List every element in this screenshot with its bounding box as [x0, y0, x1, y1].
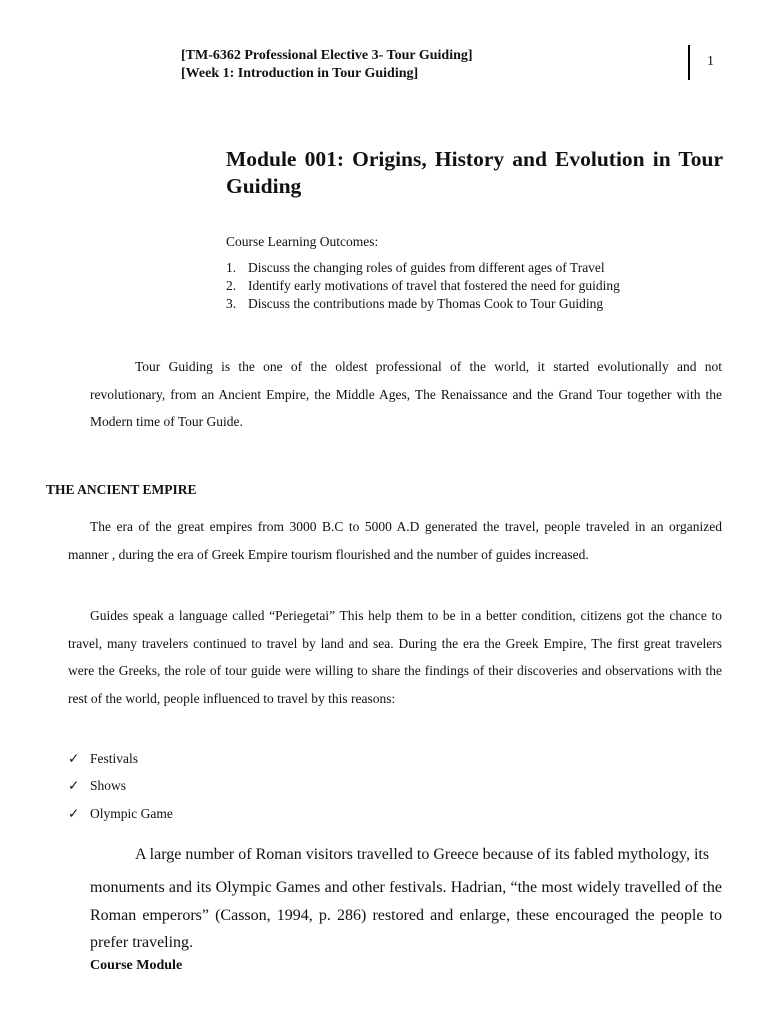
page-number: 1 — [707, 54, 714, 69]
outcome-text: Discuss the changing roles of guides from different ages of Travel — [248, 260, 605, 275]
header-course: [TM-6362 Professional Elective 3- Tour Guiding] — [181, 48, 473, 63]
outcome-item — [226, 295, 726, 313]
module-title: Module 001: Origins, History and Evolution in Tour Guiding — [226, 147, 723, 198]
outcome-item — [226, 259, 726, 277]
outcome-number: 1. — [226, 260, 237, 275]
bullet-item — [68, 806, 173, 822]
bullet-text: Festivals — [90, 751, 139, 766]
outcome-number: 3. — [226, 296, 237, 311]
outcomes-label: Course Learning Outcomes: — [226, 234, 379, 249]
check-icon: ✓ — [68, 806, 80, 821]
bullet-text: Olympic Game — [90, 806, 173, 821]
paragraph-roman — [90, 841, 722, 957]
header-divider — [688, 45, 690, 80]
bullet-text: Shows — [90, 778, 127, 793]
bullet-item — [68, 778, 126, 794]
paragraph-roman-first-line: A large number of Roman visitors travelled to Greece because of its fabled mythology, its — [135, 846, 710, 863]
intro-paragraph: Tour Guiding is the one of the oldest professional of the world, it started evolutionally and not revolutionary, from an Ancient Empire, the Middle Ages, The Renaissance and the Grand Tour together with the Modern time of Tour Guide. — [90, 359, 722, 429]
outcome-text: Identify early motivations of travel that fostered the need for guiding — [248, 278, 620, 293]
bullet-item — [68, 751, 138, 767]
outcome-text: Discuss the contributions made by Thomas Cook to Tour Guiding — [248, 296, 604, 311]
outcome-number: 2. — [226, 278, 237, 293]
outcome-item — [226, 277, 726, 295]
check-icon: ✓ — [68, 751, 80, 766]
paragraph-empires: The era of the great empires from 3000 B.C to 5000 A.D generated the travel, people traveled in an organized manner , during the era of Greek Empire tourism flourished and the number of guides increased. — [68, 519, 722, 562]
outcomes-list — [226, 259, 726, 313]
paragraph-roman-rest: monuments and its Olympic Games and other festivals. Hadrian, “the most widely travelled of the Roman emperors” (Casson, 1994, p. 286) restored and enlarge, these encouraged the people to prefer traveling. — [90, 879, 722, 951]
check-icon: ✓ — [68, 778, 80, 793]
paragraph-periegetai: Guides speak a language called “Periegetai” This help them to be in a better condition, citizens got the chance to travel, many travelers continued to travel by land and sea. During the era the Greek Empire, The first great travelers were the Greeks, the role of tour guide were willing to share the findings of their discoveries and observations with the rest of the world, people influenced to travel by this reasons: — [68, 608, 722, 706]
footer-course-module: Course Module — [90, 958, 183, 973]
header-week: [Week 1: Introduction in Tour Guiding] — [181, 66, 419, 81]
section-heading: THE ANCIENT EMPIRE — [46, 482, 197, 497]
